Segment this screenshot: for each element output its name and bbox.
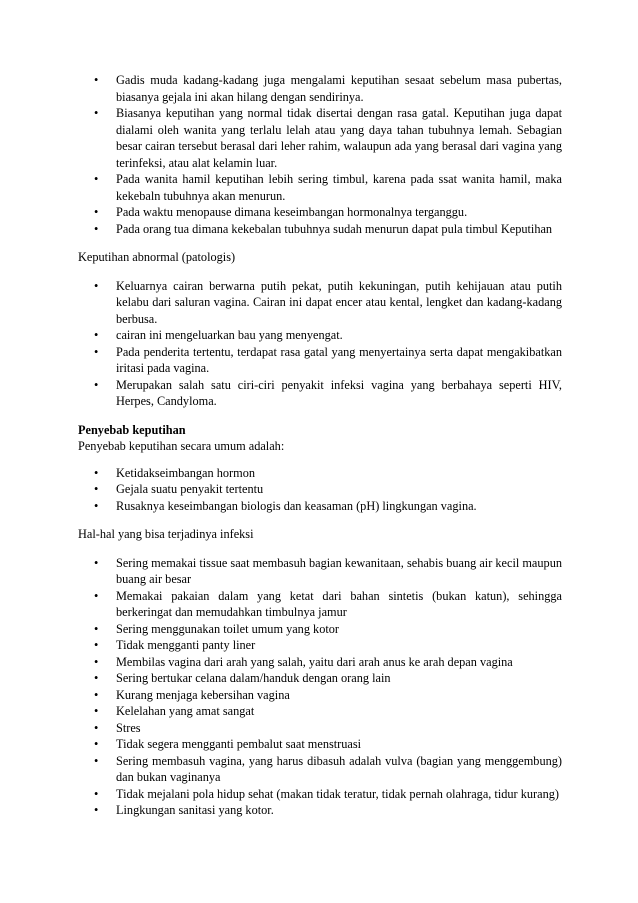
bullet-icon: • — [94, 344, 99, 359]
list-item-text: Rusaknya keseimbangan biologis dan keasaman (pH) lingkungan vagina. — [116, 498, 477, 513]
infection-heading: Hal-hal yang bisa terjadinya infeksi — [78, 527, 254, 541]
bullet-icon: • — [94, 621, 99, 636]
list-item — [78, 637, 562, 654]
bullet-icon: • — [94, 482, 99, 496]
list-item — [78, 555, 562, 588]
list-item — [78, 377, 562, 410]
spacer — [78, 514, 562, 526]
list-item-text: Sering memakai tissue saat membasuh bagian kewanitaan, sehabis buang air kecil maupun buang air besar — [116, 555, 562, 586]
list-item-text: Pada wanita hamil keputihan lebih sering timbul, karena pada ssat wanita hamil, maka kekebaln tubuhnya akan menurun. — [116, 172, 562, 203]
list-item — [78, 72, 562, 105]
spacer — [78, 543, 562, 555]
list-item-text: Tidak segera mengganti pembalut saat menstruasi — [116, 737, 362, 751]
bullet-icon: • — [94, 720, 99, 735]
bullet-icon: • — [94, 465, 99, 480]
list-item-text: Pada orang tua dimana kekebalan tubuhnya sudah menurun dapat pula timbul Keputihan — [116, 221, 553, 236]
bullet-icon: • — [94, 73, 99, 87]
cause-intro: Penyebab keputihan secara umum adalah: — [78, 439, 285, 453]
list-item-text: Stres — [116, 720, 141, 735]
list-item — [78, 786, 562, 803]
bullet-icon: • — [94, 221, 99, 236]
bullet-icon: • — [94, 737, 99, 751]
bullet-icon: • — [94, 753, 99, 768]
list-item — [78, 621, 562, 638]
list-item-text: Ketidakseimbangan hormon — [116, 465, 255, 480]
list-item — [78, 498, 562, 515]
document-body — [78, 72, 562, 819]
bullet-icon: • — [94, 671, 99, 685]
list-item — [78, 654, 562, 671]
list-item — [78, 105, 562, 171]
list-item-text: Tidak mejalani pola hidup sehat (makan tidak teratur, tidak pernah olahraga, tidur kurang) — [116, 786, 559, 801]
cause-list — [78, 465, 562, 515]
bullet-icon: • — [94, 328, 99, 342]
abnormal-heading: Keputihan abnormal (patologis) — [78, 250, 236, 264]
list-item-text: Tidak mengganti panty liner — [116, 638, 256, 652]
bullet-icon: • — [94, 638, 99, 652]
bullet-icon: • — [94, 106, 99, 120]
list-item — [78, 465, 562, 482]
list-item — [78, 344, 562, 377]
bullet-icon: • — [94, 786, 99, 801]
list-item-text: Membilas vagina dari arah yang salah, yaitu dari arah anus ke arah depan vagina — [116, 654, 513, 669]
list-item — [78, 278, 562, 328]
list-item — [78, 221, 562, 238]
list-item-text: Gadis muda kadang-kadang juga mengalami keputihan sesaat sebelum masa pubertas, biasanya gejala ini akan hilang dengan sendirinya. — [116, 73, 562, 104]
list-item — [78, 802, 562, 819]
normal-discharge-list — [78, 72, 562, 237]
abnormal-discharge-list — [78, 278, 562, 410]
list-item — [78, 703, 562, 720]
list-item-text: Gejala suatu penyakit tertentu — [116, 482, 264, 496]
cause-heading: Penyebab keputihan — [78, 422, 186, 437]
list-item-text: Sering menggunakan toilet umum yang kotor — [116, 621, 340, 636]
list-item-text: Kurang menjaga kebersihan vagina — [116, 687, 290, 702]
bullet-icon: • — [94, 172, 99, 186]
list-item — [78, 327, 562, 344]
list-item-text: Sering membasuh vagina, yang harus dibasuh adalah vulva (bagian yang menggembung) dan bukan vaginanya — [116, 753, 562, 784]
bullet-icon: • — [94, 588, 99, 603]
bullet-icon: • — [94, 803, 99, 817]
list-item — [78, 687, 562, 704]
list-item-text: Memakai pakaian dalam yang ketat dari bahan sintetis (bukan katun), sehingga berkeringat dan memudahkan timbulnya jamur — [116, 588, 562, 619]
bullet-icon: • — [94, 205, 99, 219]
bullet-icon: • — [94, 704, 99, 718]
list-item-text: Pada penderita tertentu, terdapat rasa gatal yang menyertainya serta dapat mengakibatkan iritasi pada vagina. — [116, 344, 562, 375]
list-item-text: Pada waktu menopause dimana keseimbangan hormonalnya terganggu. — [116, 205, 468, 219]
list-item-text: Sering bertukar celana dalam/handuk dengan orang lain — [116, 671, 391, 685]
spacer — [78, 455, 562, 465]
list-item — [78, 736, 562, 753]
spacer — [78, 410, 562, 422]
list-item — [78, 753, 562, 786]
bullet-icon: • — [94, 377, 99, 392]
list-item — [78, 204, 562, 221]
list-item-text: Keluarnya cairan berwarna putih pekat, putih kekuningan, putih kehijauan atau putih kelabu dari saluran vagina. Cairan ini dapat encer atau kental, lengket dan kadang-kadang berbusa. — [116, 278, 562, 326]
list-item-text: cairan ini mengeluarkan bau yang menyengat. — [116, 328, 343, 342]
list-item-text: Kelelahan yang amat sangat — [116, 704, 255, 718]
infection-list — [78, 555, 562, 819]
bullet-icon: • — [94, 278, 99, 293]
spacer — [78, 237, 562, 249]
list-item — [78, 481, 562, 498]
bullet-icon: • — [94, 555, 99, 570]
spacer — [78, 266, 562, 278]
list-item-text: Biasanya keputihan yang normal tidak disertai dengan rasa gatal. Keputihan juga dapat dialami oleh wanita yang terlalu lelah atau yang daya tahan tubuhnya lemah. Sebagian besar cairan tersebut berasal dari leher rahim, walaupun ada yang berasal dari vagina yang terinfeksi, atau alat kelamin luar. — [116, 106, 562, 170]
list-item — [78, 670, 562, 687]
list-item — [78, 588, 562, 621]
list-item-text: Merupakan salah satu ciri-ciri penyakit infeksi vagina yang berbahaya seperti HIV, Herpes, Candyloma. — [116, 377, 562, 408]
bullet-icon: • — [94, 654, 99, 669]
list-item — [78, 171, 562, 204]
bullet-icon: • — [94, 498, 99, 513]
list-item — [78, 720, 562, 737]
bullet-icon: • — [94, 687, 99, 702]
list-item-text: Lingkungan sanitasi yang kotor. — [116, 803, 274, 817]
